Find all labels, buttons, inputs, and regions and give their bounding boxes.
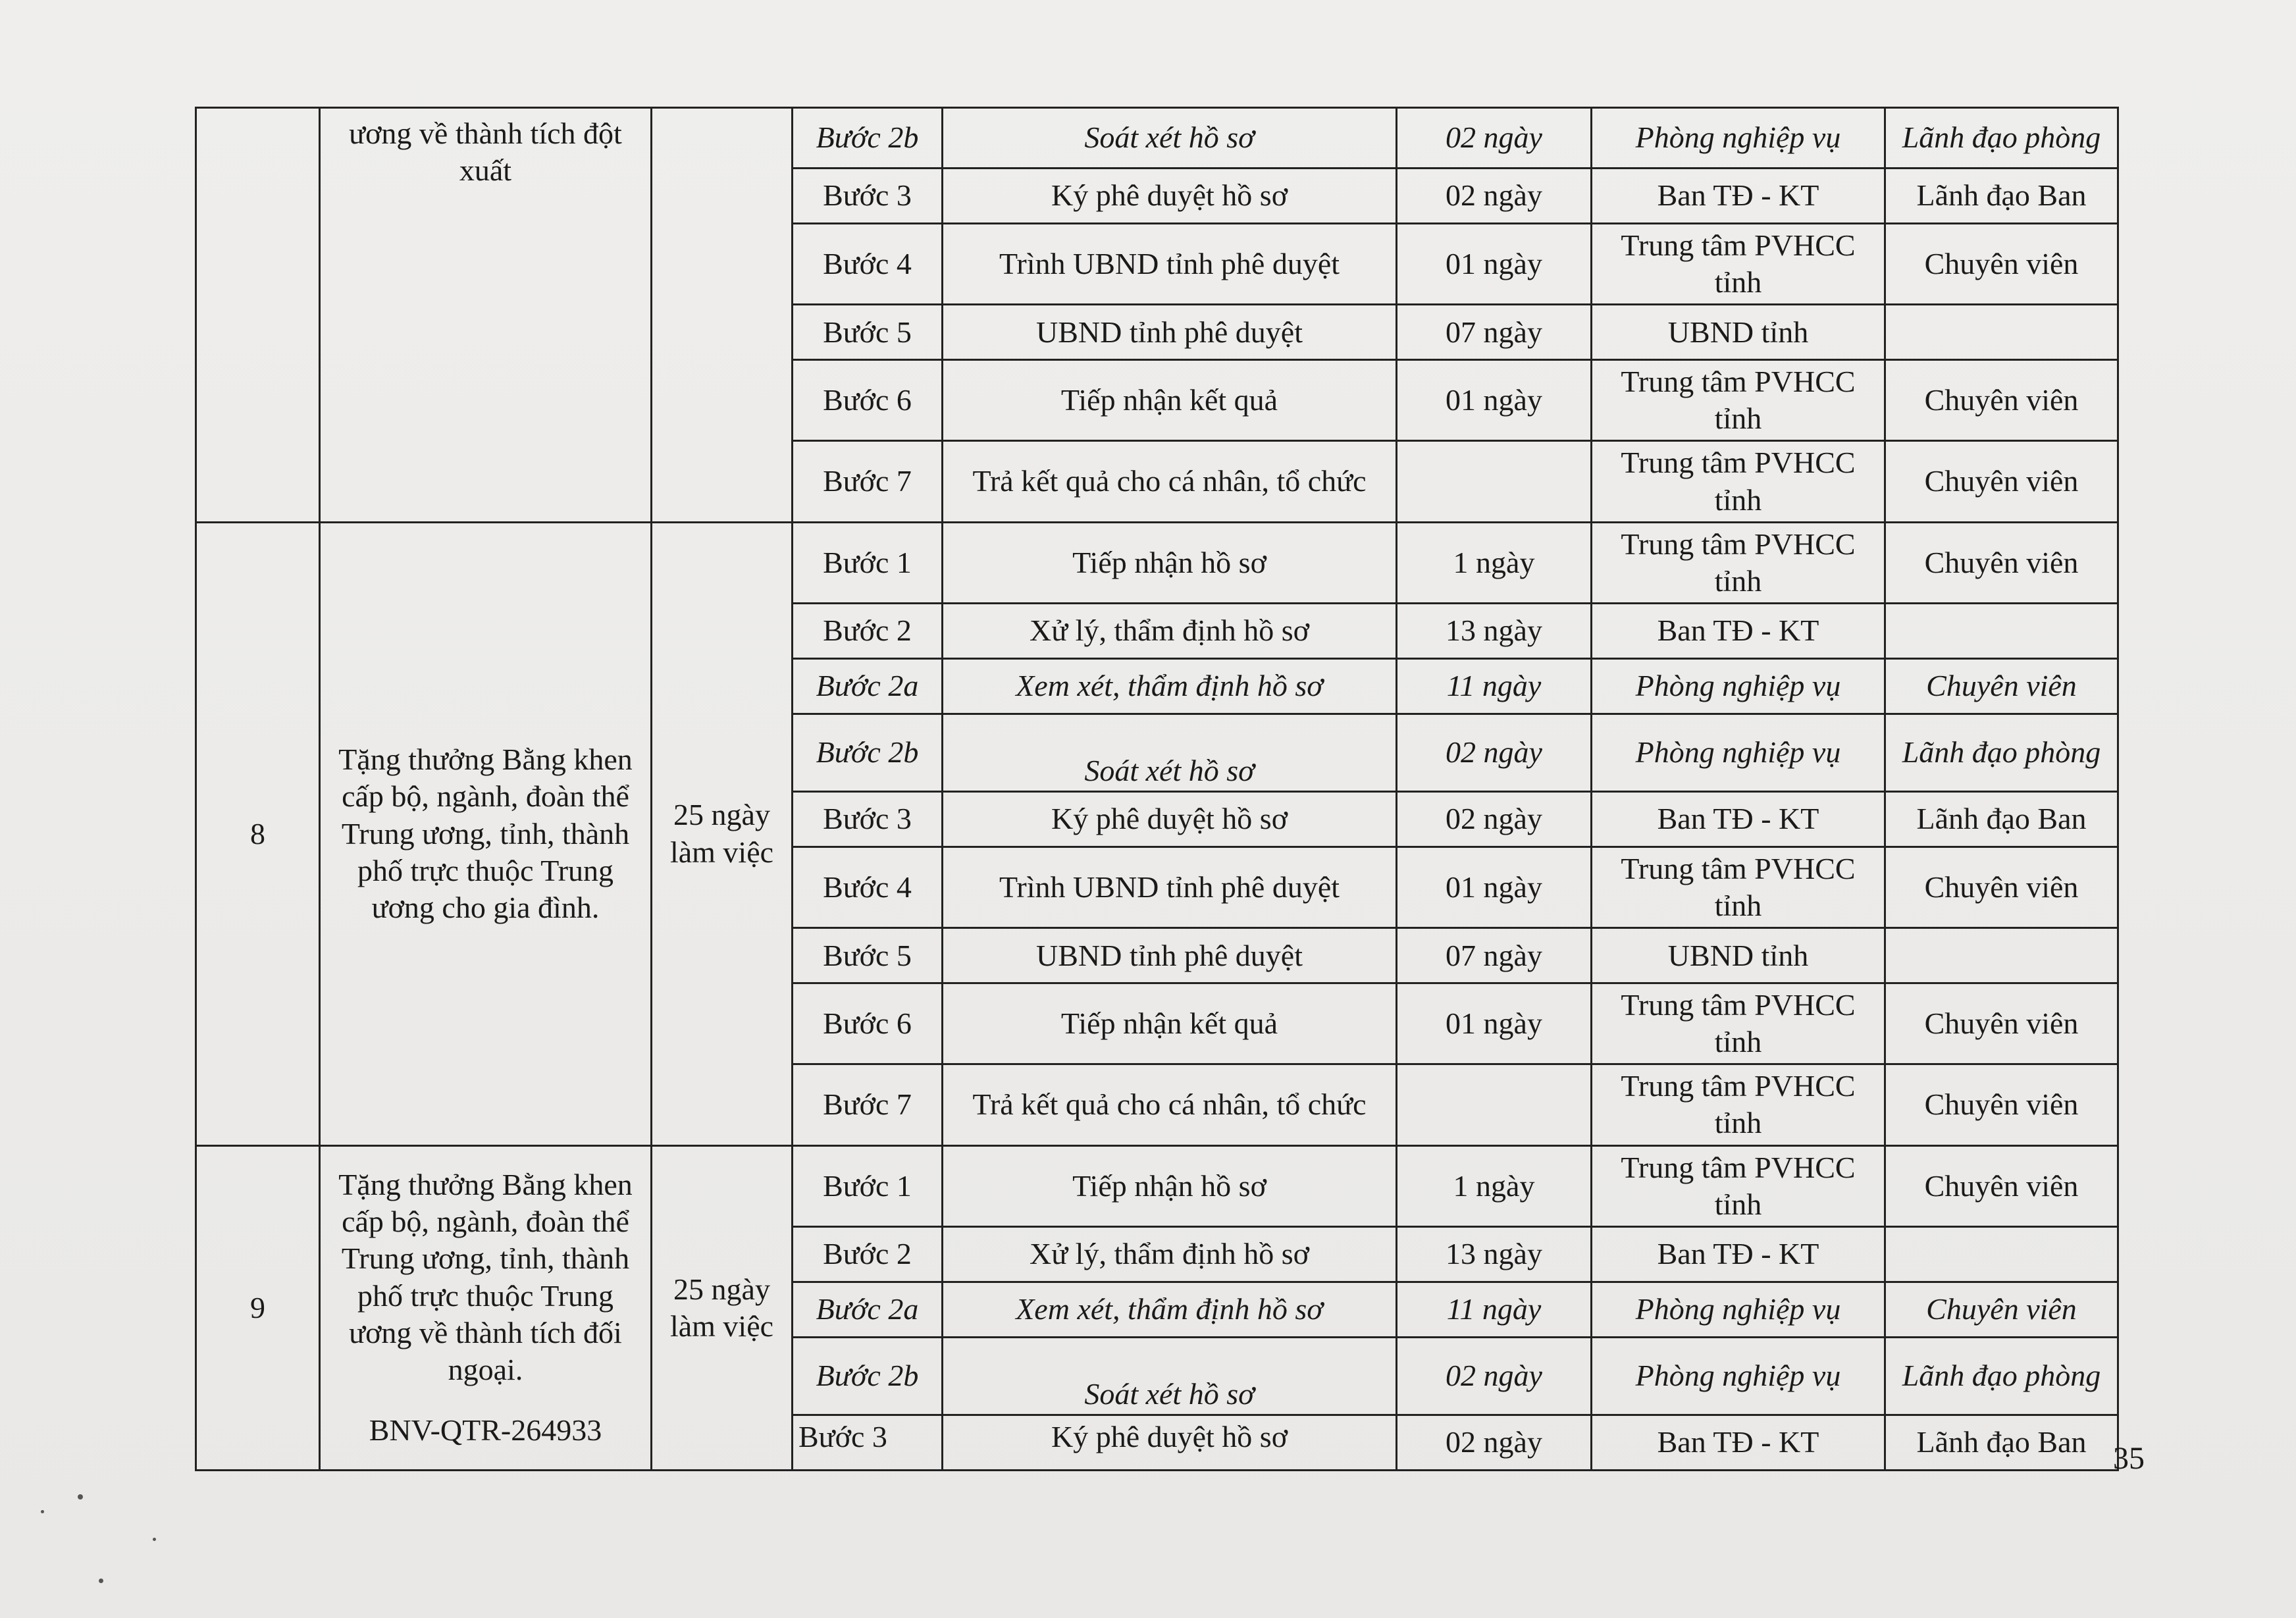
responsible-role-cell [1885, 305, 2118, 360]
duration-cell: 02 ngày [1397, 169, 1592, 224]
responsible-unit-cell: Ban TĐ - KT [1592, 1226, 1885, 1282]
responsible-unit-cell: Phòng nghiệp vụ [1592, 1337, 1885, 1415]
responsible-unit-cell: Trung tâm PVHCC tỉnh [1592, 983, 1885, 1064]
procedure-table [195, 107, 2119, 1471]
step-description-cell: Trả kết quả cho cá nhân, tổ chức [943, 1064, 1397, 1145]
step-cell: Bước 6 [793, 983, 943, 1064]
responsible-unit-cell: Phòng nghiệp vụ [1592, 108, 1885, 169]
processing-time-cell: 25 ngày làm việc [652, 1145, 793, 1470]
step-cell: Bước 2 [793, 603, 943, 658]
responsible-role-cell: Chuyên viên [1885, 983, 2118, 1064]
page-number: 35 [2113, 1441, 2145, 1476]
step-description-cell: Xem xét, thẩm định hồ sơ [943, 1282, 1397, 1337]
step-cell: Bước 5 [793, 305, 943, 360]
step-description-cell: Ký phê duyệt hồ sơ [943, 1415, 1397, 1470]
responsible-role-cell: Chuyên viên [1885, 1145, 2118, 1226]
stt-cell [196, 108, 320, 523]
responsible-unit-cell: Trung tâm PVHCC tỉnh [1592, 847, 1885, 927]
responsible-role-cell: Chuyên viên [1885, 224, 2118, 305]
step-cell: Bước 1 [793, 1145, 943, 1226]
step-cell: Bước 4 [793, 224, 943, 305]
step-description-cell: Xử lý, thẩm định hồ sơ [943, 1226, 1397, 1282]
scan-speck [153, 1538, 156, 1541]
duration-cell [1397, 1064, 1592, 1145]
responsible-role-cell: Lãnh đạo phòng [1885, 1337, 2118, 1415]
table-row [196, 522, 2118, 603]
duration-cell: 11 ngày [1397, 658, 1592, 714]
step-cell: Bước 2b [793, 108, 943, 169]
responsible-role-cell [1885, 603, 2118, 658]
scan-speck [41, 1510, 44, 1513]
duration-cell: 07 ngày [1397, 305, 1592, 360]
step-description-cell: Soát xét hồ sơ [943, 108, 1397, 169]
duration-cell: 11 ngày [1397, 1282, 1592, 1337]
responsible-unit-cell: Trung tâm PVHCC tỉnh [1592, 1145, 1885, 1226]
responsible-unit-cell: UBND tỉnh [1592, 305, 1885, 360]
step-cell: Bước 4 [793, 847, 943, 927]
step-cell: Bước 7 [793, 441, 943, 522]
step-description-cell: Trình UBND tỉnh phê duyệt [943, 847, 1397, 927]
table-row [196, 1145, 2118, 1226]
step-description-cell: Ký phê duyệt hồ sơ [943, 169, 1397, 224]
responsible-role-cell: Chuyên viên [1885, 1282, 2118, 1337]
duration-cell: 1 ngày [1397, 522, 1592, 603]
responsible-unit-cell: Phòng nghiệp vụ [1592, 658, 1885, 714]
step-description-cell: Soát xét hồ sơ [943, 714, 1397, 791]
responsible-role-cell [1885, 928, 2118, 983]
responsible-unit-cell: Ban TĐ - KT [1592, 603, 1885, 658]
stt-cell: 8 [196, 522, 320, 1145]
responsible-unit-cell: Trung tâm PVHCC tỉnh [1592, 224, 1885, 305]
step-description-cell: Tiếp nhận kết quả [943, 360, 1397, 441]
responsible-role-cell: Lãnh đạo phòng [1885, 714, 2118, 791]
procedure-name-cell: Tặng thưởng Bằng khen cấp bộ, ngành, đoàn thể Trung ương, tỉnh, thành phố trực thuộc Trung ương cho gia đình. [320, 522, 652, 1145]
step-cell: Bước 3 [793, 1415, 943, 1470]
responsible-role-cell: Lãnh đạo phòng [1885, 108, 2118, 169]
processing-time-cell [652, 108, 793, 523]
step-description-cell: UBND tỉnh phê duyệt [943, 928, 1397, 983]
step-cell: Bước 2a [793, 1282, 943, 1337]
responsible-unit-cell: Phòng nghiệp vụ [1592, 1282, 1885, 1337]
duration-cell: 02 ngày [1397, 714, 1592, 791]
duration-cell: 13 ngày [1397, 603, 1592, 658]
responsible-unit-cell: Trung tâm PVHCC tỉnh [1592, 441, 1885, 522]
step-description-cell: Tiếp nhận hồ sơ [943, 1145, 1397, 1226]
step-description-cell: Tiếp nhận kết quả [943, 983, 1397, 1064]
duration-cell: 01 ngày [1397, 224, 1592, 305]
step-cell: Bước 2 [793, 1226, 943, 1282]
step-description-cell: Trình UBND tỉnh phê duyệt [943, 224, 1397, 305]
responsible-role-cell [1885, 1226, 2118, 1282]
scan-speck [78, 1494, 83, 1500]
procedure-code: BNV-QTR-264933 [369, 1413, 602, 1447]
step-description-cell: Ký phê duyệt hồ sơ [943, 791, 1397, 847]
responsible-role-cell: Chuyên viên [1885, 658, 2118, 714]
step-cell: Bước 6 [793, 360, 943, 441]
scan-speck [99, 1579, 103, 1583]
duration-cell [1397, 441, 1592, 522]
responsible-role-cell: Lãnh đạo Ban [1885, 169, 2118, 224]
responsible-unit-cell: Trung tâm PVHCC tỉnh [1592, 1064, 1885, 1145]
procedure-name-cell: ương về thành tích đột xuất [320, 108, 652, 523]
duration-cell: 02 ngày [1397, 791, 1592, 847]
step-description-cell: Soát xét hồ sơ [943, 1337, 1397, 1415]
responsible-role-cell: Chuyên viên [1885, 1064, 2118, 1145]
responsible-unit-cell: Phòng nghiệp vụ [1592, 714, 1885, 791]
responsible-role-cell: Chuyên viên [1885, 441, 2118, 522]
responsible-role-cell: Lãnh đạo Ban [1885, 1415, 2118, 1470]
duration-cell: 01 ngày [1397, 983, 1592, 1064]
step-cell: Bước 1 [793, 522, 943, 603]
step-cell: Bước 2a [793, 658, 943, 714]
responsible-role-cell: Chuyên viên [1885, 360, 2118, 441]
processing-time-cell: 25 ngày làm việc [652, 522, 793, 1145]
duration-cell: 02 ngày [1397, 1337, 1592, 1415]
responsible-unit-cell: Trung tâm PVHCC tỉnh [1592, 360, 1885, 441]
duration-cell: 02 ngày [1397, 1415, 1592, 1470]
step-description-cell: Xem xét, thẩm định hồ sơ [943, 658, 1397, 714]
responsible-role-cell: Lãnh đạo Ban [1885, 791, 2118, 847]
stt-cell: 9 [196, 1145, 320, 1470]
step-cell: Bước 2b [793, 714, 943, 791]
step-cell: Bước 7 [793, 1064, 943, 1145]
responsible-unit-cell: UBND tỉnh [1592, 928, 1885, 983]
procedure-name-cell [320, 1145, 652, 1470]
responsible-role-cell: Chuyên viên [1885, 522, 2118, 603]
table-row [196, 108, 2118, 169]
responsible-unit-cell: Ban TĐ - KT [1592, 791, 1885, 847]
responsible-role-cell: Chuyên viên [1885, 847, 2118, 927]
duration-cell: 13 ngày [1397, 1226, 1592, 1282]
step-description-cell: Trả kết quả cho cá nhân, tổ chức [943, 441, 1397, 522]
duration-cell: 01 ngày [1397, 360, 1592, 441]
responsible-unit-cell: Trung tâm PVHCC tỉnh [1592, 522, 1885, 603]
duration-cell: 01 ngày [1397, 847, 1592, 927]
step-cell: Bước 3 [793, 169, 943, 224]
step-cell: Bước 3 [793, 791, 943, 847]
responsible-unit-cell: Ban TĐ - KT [1592, 1415, 1885, 1470]
step-description-cell: Xử lý, thẩm định hồ sơ [943, 603, 1397, 658]
duration-cell: 07 ngày [1397, 928, 1592, 983]
procedure-name-text: Tặng thưởng Bằng khen cấp bộ, ngành, đoàn thể Trung ương, tỉnh, thành phố trực thuộc Trung ương về thành tích đối ngoại. [338, 1168, 633, 1386]
step-description-cell: Tiếp nhận hồ sơ [943, 522, 1397, 603]
step-cell: Bước 5 [793, 928, 943, 983]
step-description-cell: UBND tỉnh phê duyệt [943, 305, 1397, 360]
step-cell: Bước 2b [793, 1337, 943, 1415]
duration-cell: 1 ngày [1397, 1145, 1592, 1226]
responsible-unit-cell: Ban TĐ - KT [1592, 169, 1885, 224]
duration-cell: 02 ngày [1397, 108, 1592, 169]
